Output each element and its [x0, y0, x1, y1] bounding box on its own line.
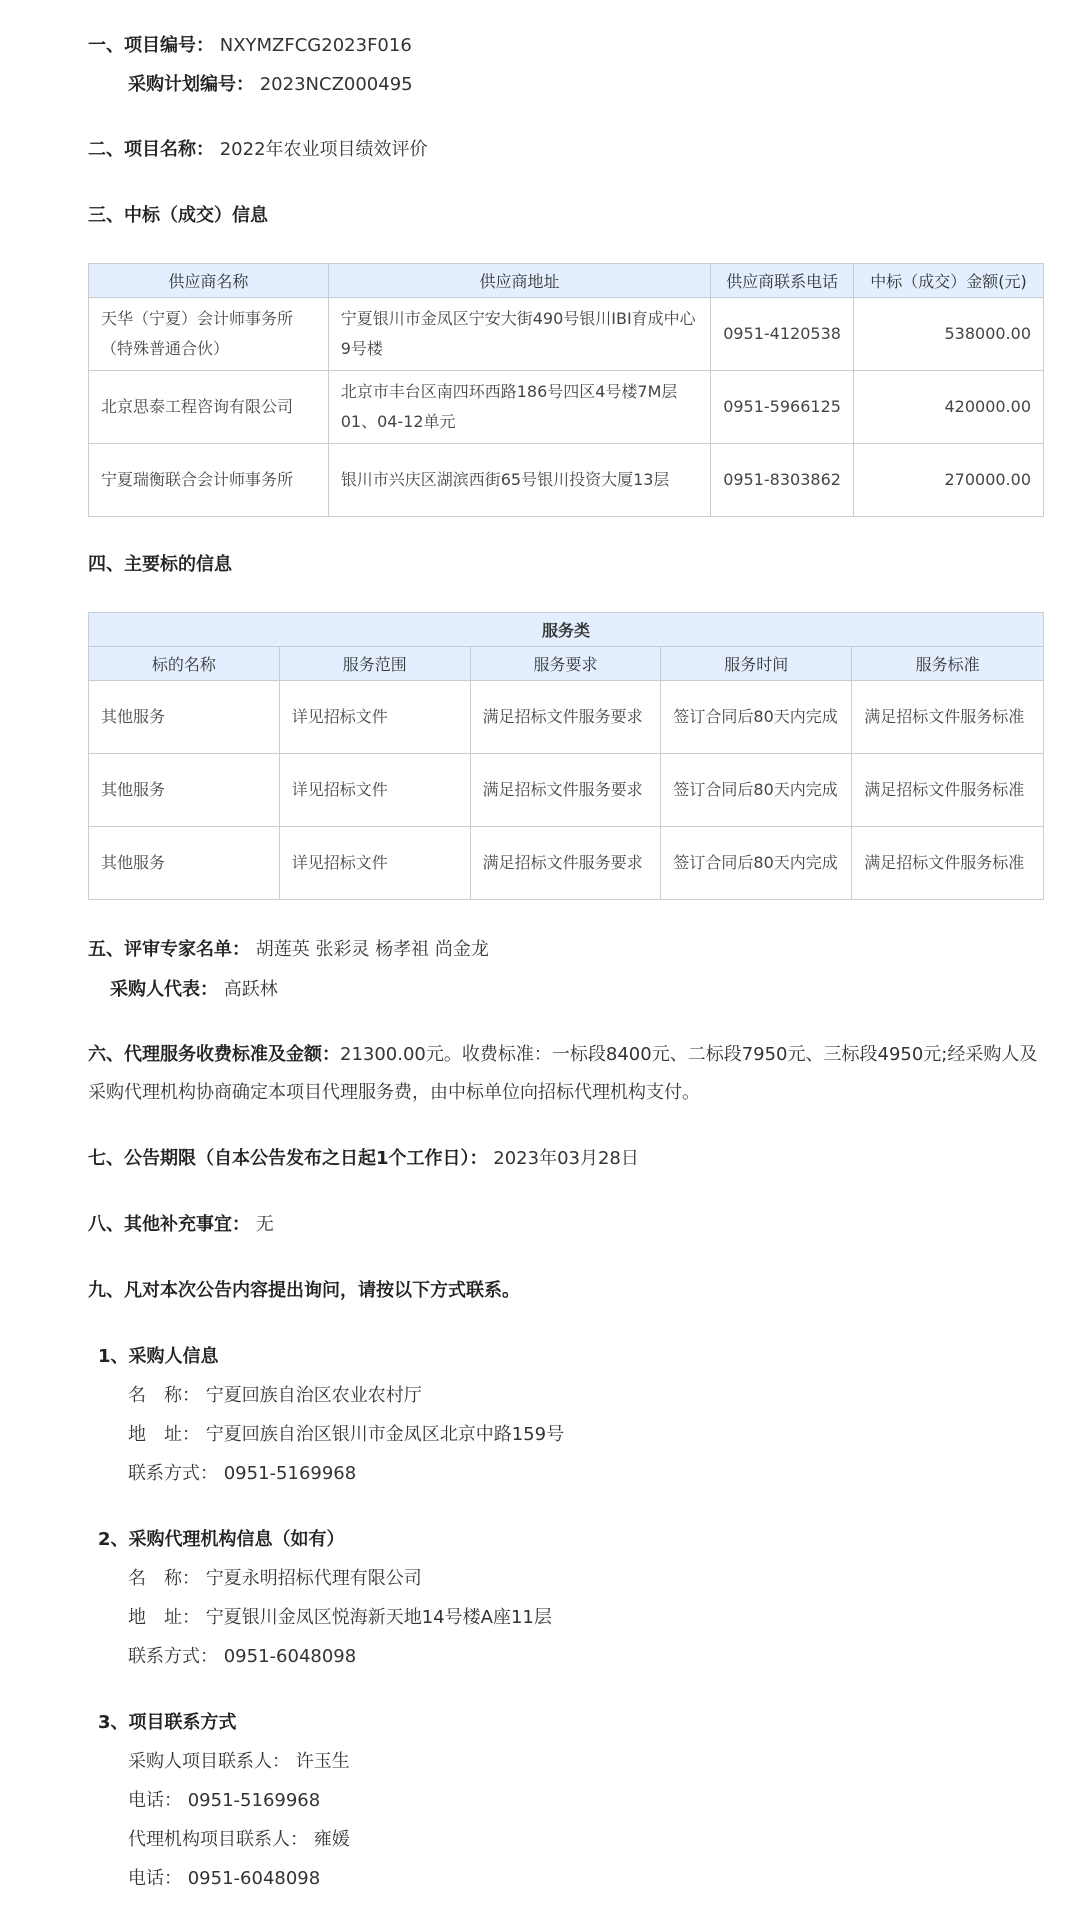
agency-tel-line [128, 1644, 356, 1670]
other-matters-value: 无 [255, 1214, 274, 1235]
table-row [89, 444, 1044, 517]
service-requirement: 满足招标文件服务要求 [470, 754, 661, 827]
purchaser-name-line [128, 1383, 422, 1409]
table-row [89, 827, 1044, 900]
supplier-phone: 0951-4120538 [711, 298, 854, 371]
agency-info-label: 2、采购代理机构信息（如有） [98, 1529, 345, 1550]
service-time: 签订合同后80天内完成 [661, 754, 852, 827]
notice-period-value: 2023年03月28日 [493, 1148, 639, 1169]
purchaser-contact-tel-label: 电话： [128, 1790, 182, 1811]
purchaser-contact-tel-line [128, 1788, 320, 1814]
supplier-address: 宁夏银川市金凤区宁安大街490号银川IBI育成中心9号楼 [328, 298, 710, 371]
purchaser-info-title [98, 1344, 219, 1370]
purchaser-contact-label: 采购人项目联系人： [128, 1751, 290, 1772]
bid-amount: 538000.00 [854, 298, 1044, 371]
plan-number-value: 2023NCZ000495 [259, 74, 413, 95]
table-header: 服务标准 [852, 647, 1044, 681]
purchaser-tel-label: 联系方式： [128, 1463, 218, 1484]
project-contact-title [98, 1710, 237, 1736]
plan-number-label: 采购计划编号： [128, 74, 254, 95]
table-row [89, 371, 1044, 444]
table-group-row [89, 613, 1044, 647]
supplier-address: 银川市兴庆区湖滨西街65号银川投资大厦13层 [328, 444, 710, 517]
service-standard: 满足招标文件服务标准 [852, 681, 1044, 754]
agency-tel-label: 联系方式： [128, 1646, 218, 1667]
service-category-header: 服务类 [89, 613, 1044, 647]
supplier-name: 北京思泰工程咨询有限公司 [89, 371, 329, 444]
project-number-label: 一、项目编号： [88, 35, 214, 56]
agency-contact-tel-value: 0951-6048098 [187, 1868, 321, 1889]
agency-info-title [98, 1527, 345, 1553]
project-name-label: 二、项目名称： [88, 139, 214, 160]
service-requirement: 满足招标文件服务要求 [470, 681, 661, 754]
table-header: 供应商联系电话 [711, 264, 854, 298]
subject-info-label: 四、主要标的信息 [88, 554, 232, 575]
supplier-phone: 0951-5966125 [711, 371, 854, 444]
purchaser-contact-line [128, 1749, 350, 1775]
agency-fee-label: 六、代理服务收费标准及金额： [88, 1044, 340, 1065]
winning-info-label: 三、中标（成交）信息 [88, 205, 268, 226]
agency-tel-value: 0951-6048098 [223, 1646, 357, 1667]
notice-period-line [88, 1146, 639, 1172]
purchaser-address-line [128, 1422, 564, 1448]
table-header: 供应商名称 [89, 264, 329, 298]
purchaser-tel-value: 0951-5169968 [223, 1463, 357, 1484]
supplier-phone: 0951-8303862 [711, 444, 854, 517]
agency-name-label: 名 称： [128, 1568, 200, 1589]
supplier-address: 北京市丰台区南四环西路186号四区4号楼7M层01、04-12单元 [328, 371, 710, 444]
service-standard: 满足招标文件服务标准 [852, 754, 1044, 827]
plan-number-line [128, 72, 413, 98]
purchaser-rep-label: 采购人代表： [110, 979, 218, 1000]
purchaser-address-label: 地 址： [128, 1424, 200, 1445]
purchaser-contact-value: 许玉生 [295, 1751, 350, 1772]
service-scope: 详见招标文件 [279, 754, 470, 827]
inquiry-heading [88, 1278, 520, 1304]
purchaser-tel-line [128, 1461, 356, 1487]
service-scope: 详见招标文件 [279, 827, 470, 900]
other-matters-line [88, 1212, 274, 1238]
service-time: 签订合同后80天内完成 [661, 681, 852, 754]
expert-list-value: 胡莲英 张彩灵 杨孝祖 尚金龙 [255, 939, 489, 960]
agency-name-value: 宁夏永明招标代理有限公司 [205, 1568, 422, 1589]
agency-address-label: 地 址： [128, 1607, 200, 1628]
agency-contact-value: 雍媛 [313, 1829, 350, 1850]
table-header: 标的名称 [89, 647, 280, 681]
purchaser-contact-tel-value: 0951-5169968 [187, 1790, 321, 1811]
agency-address-line [128, 1605, 552, 1631]
expert-list-line [88, 937, 489, 963]
purchaser-name-value: 宁夏回族自治区农业农村厅 [205, 1385, 422, 1406]
agency-fee-value: 21300.00元。收费标准：一标段8400元、二标段7950元、三标段4950元;经采购人及采购代理机构协商确定本项目代理服务费，由中标单位向招标代理机构支付。 [88, 1044, 1038, 1103]
table-header: 服务时间 [661, 647, 852, 681]
service-time: 签订合同后80天内完成 [661, 827, 852, 900]
purchaser-address-value: 宁夏回族自治区银川市金凤区北京中路159号 [205, 1424, 565, 1445]
other-matters-label: 八、其他补充事宜： [88, 1214, 250, 1235]
table-header: 中标（成交）金额(元) [854, 264, 1044, 298]
subject-name: 其他服务 [89, 827, 280, 900]
supplier-name: 宁夏瑞衡联合会计师事务所 [89, 444, 329, 517]
bid-amount: 420000.00 [854, 371, 1044, 444]
winning-bid-table [88, 263, 1044, 517]
agency-contact-line [128, 1827, 350, 1853]
project-number-line [88, 33, 412, 59]
service-standard: 满足招标文件服务标准 [852, 827, 1044, 900]
table-header-row [89, 264, 1044, 298]
table-header: 服务要求 [470, 647, 661, 681]
subject-name: 其他服务 [89, 754, 280, 827]
project-name-line [88, 137, 428, 163]
notice-period-label: 七、公告期限（自本公告发布之日起1个工作日）： [88, 1148, 488, 1169]
table-header-row [89, 647, 1044, 681]
service-scope: 详见招标文件 [279, 681, 470, 754]
inquiry-label: 九、凡对本次公告内容提出询问，请按以下方式联系。 [88, 1280, 520, 1301]
agency-name-line [128, 1566, 422, 1592]
table-row [89, 298, 1044, 371]
winning-info-heading [88, 203, 268, 229]
table-row [89, 681, 1044, 754]
subject-name: 其他服务 [89, 681, 280, 754]
agency-fee-paragraph [88, 1036, 1038, 1112]
project-name-value: 2022年农业项目绩效评价 [219, 139, 428, 160]
subject-info-heading [88, 552, 232, 578]
purchaser-rep-line [110, 977, 278, 1003]
bid-amount: 270000.00 [854, 444, 1044, 517]
table-row [89, 754, 1044, 827]
agency-contact-label: 代理机构项目联系人： [128, 1829, 308, 1850]
purchaser-info-label: 1、采购人信息 [98, 1346, 219, 1367]
agency-contact-tel-label: 电话： [128, 1868, 182, 1889]
table-header: 服务范围 [279, 647, 470, 681]
subject-table [88, 612, 1044, 900]
supplier-name: 天华（宁夏）会计师事务所（特殊普通合伙） [89, 298, 329, 371]
project-number-value: NXYMZFCG2023F016 [219, 35, 412, 56]
agency-address-value: 宁夏银川金凤区悦海新天地14号楼A座11层 [205, 1607, 552, 1628]
agency-contact-tel-line [128, 1866, 320, 1892]
project-contact-label: 3、项目联系方式 [98, 1712, 237, 1733]
purchaser-name-label: 名 称： [128, 1385, 200, 1406]
purchaser-rep-value: 高跃林 [223, 979, 278, 1000]
expert-list-label: 五、评审专家名单： [88, 939, 250, 960]
service-requirement: 满足招标文件服务要求 [470, 827, 661, 900]
table-header: 供应商地址 [328, 264, 710, 298]
